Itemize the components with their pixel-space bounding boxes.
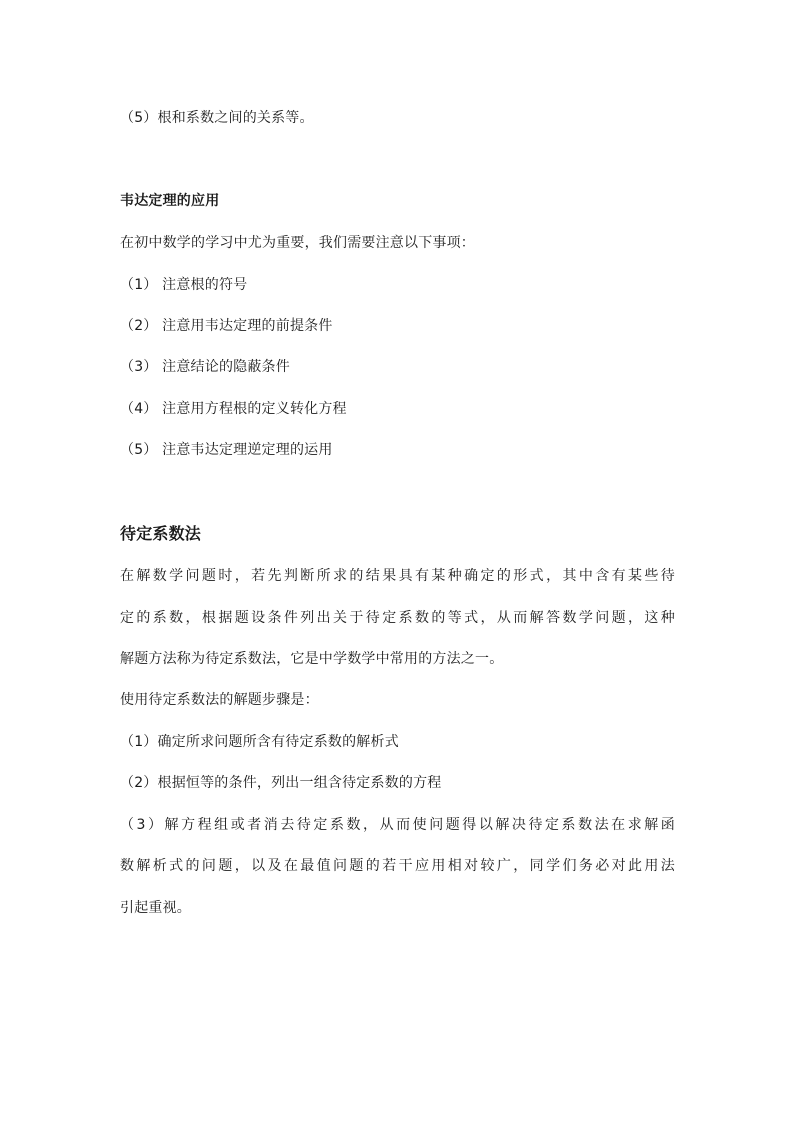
intro-item-5: （5）根和系数之间的关系等。 [120,110,314,126]
vieta-item-1: （1） 注意根的符号 [120,277,248,293]
step-item-3-line-1: （3）解方程组或者消去待定系数，从而使问题得以解决待定系数法在求解函 [120,817,675,833]
step-item-3-line-2: 数解析式的问题，以及在最值问题的若干应用相对较广，同学们务必对此用法 [120,858,675,874]
step-item-2: （2）根据恒等的条件，列出一组含待定系数的方程 [120,775,442,791]
steps-intro: 使用待定系数法的解题步骤是： [120,692,319,708]
vieta-intro: 在初中数学的学习中尤为重要，我们需要注意以下事项： [120,235,475,251]
vieta-item-4: （4） 注意用方程根的定义转化方程 [120,401,347,417]
step-item-1: （1）确定所求问题所含有待定系数的解析式 [120,734,399,750]
paragraph-line-2: 定的系数，根据题设条件列出关于待定系数的等式，从而解答数学问题，这种 [120,610,675,626]
vieta-item-3: （3） 注意结论的隐蔽条件 [120,359,290,375]
paragraph-line-3: 解题方法称为待定系数法，它是中学数学中常用的方法之一。 [120,651,504,667]
section-heading-undetermined-coefficients: 待定系数法 [120,524,202,543]
vieta-item-2: （2） 注意用韦达定理的前提条件 [120,318,333,334]
vieta-item-5: （5） 注意韦达定理逆定理的运用 [120,442,333,458]
step-item-3-line-3: 引起重视。 [120,900,191,916]
section-heading-vieta: 韦达定理的应用 [120,193,220,209]
paragraph-line-1: 在解数学问题时，若先判断所求的结果具有某种确定的形式，其中含有某些待 [120,568,675,584]
